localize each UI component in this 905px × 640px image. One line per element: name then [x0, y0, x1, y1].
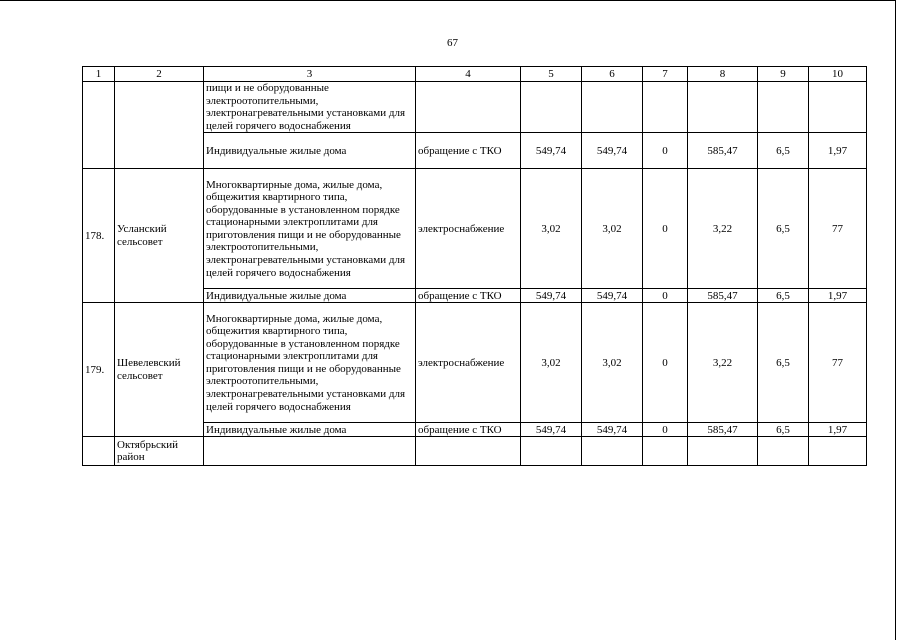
header-cell: 4: [416, 67, 521, 82]
value-cell: [582, 82, 643, 133]
value-cell: 585,47: [688, 289, 758, 303]
description-cell: Индивидуальные жилые дома: [204, 133, 416, 169]
description-cell: Многоквартирные дома, жилые дома, общежития квартирного типа, оборудованные в установленном порядке стационарными электроплитами для приготовления пищи и не оборудованные электроотопительными, электронагревательными установками для целей горячего водоснабжения: [204, 303, 416, 423]
description-cell: Многоквартирные дома, жилые дома, общежития квартирного типа, оборудованные в установленном порядке стационарными электроплитами для приготовления пищи и не оборудованные электроотопительными, электронагревательными установками для целей горячего водоснабжения: [204, 169, 416, 289]
header-cell: 1: [83, 67, 115, 82]
value-cell: 0: [643, 303, 688, 423]
row-number-cell: [83, 437, 115, 466]
value-cell: 77: [809, 303, 867, 423]
value-cell: [582, 437, 643, 466]
value-cell: 0: [643, 289, 688, 303]
page-top-border: [0, 0, 895, 1]
value-cell: [688, 437, 758, 466]
value-cell: 3,22: [688, 169, 758, 289]
value-cell: 3,02: [521, 169, 582, 289]
service-cell: обращение с ТКО: [416, 423, 521, 437]
value-cell: 549,74: [582, 133, 643, 169]
header-cell: 7: [643, 67, 688, 82]
value-cell: 1,97: [809, 289, 867, 303]
service-cell: [416, 82, 521, 133]
value-cell: [521, 437, 582, 466]
value-cell: [758, 437, 809, 466]
value-cell: [688, 82, 758, 133]
value-cell: 6,5: [758, 169, 809, 289]
value-cell: 6,5: [758, 133, 809, 169]
table-row: [83, 169, 867, 289]
page-number: 67: [447, 37, 458, 49]
value-cell: 3,22: [688, 303, 758, 423]
description-cell: Индивидуальные жилые дома: [204, 289, 416, 303]
row-number-cell: 179.: [83, 303, 115, 437]
header-cell: 5: [521, 67, 582, 82]
value-cell: 3,02: [521, 303, 582, 423]
value-cell: 0: [643, 133, 688, 169]
settlement-name-cell: [115, 82, 204, 169]
description-cell: пищи и не оборудованные электроотопительными, электронагревательными установками для целей горячего водоснабжения: [204, 82, 416, 133]
header-row: [83, 67, 867, 82]
value-cell: 549,74: [521, 423, 582, 437]
value-cell: 1,97: [809, 133, 867, 169]
table-row: [83, 303, 867, 423]
description-cell: [204, 437, 416, 466]
service-cell: электроснабжение: [416, 303, 521, 423]
value-cell: 3,02: [582, 169, 643, 289]
value-cell: 549,74: [582, 423, 643, 437]
value-cell: 0: [643, 423, 688, 437]
header-cell: 10: [809, 67, 867, 82]
service-cell: обращение с ТКО: [416, 289, 521, 303]
row-number-cell: 178.: [83, 169, 115, 303]
value-cell: [809, 82, 867, 133]
description-cell: Индивидуальные жилые дома: [204, 423, 416, 437]
tariff-table: [82, 66, 867, 466]
value-cell: 6,5: [758, 423, 809, 437]
value-cell: [643, 437, 688, 466]
value-cell: 1,97: [809, 423, 867, 437]
row-number-cell: [83, 82, 115, 169]
header-cell: 6: [582, 67, 643, 82]
value-cell: 6,5: [758, 303, 809, 423]
value-cell: 77: [809, 169, 867, 289]
district-name-cell: Октябрьский район: [115, 437, 204, 466]
value-cell: 549,74: [521, 133, 582, 169]
value-cell: 0: [643, 169, 688, 289]
header-cell: 3: [204, 67, 416, 82]
service-cell: обращение с ТКО: [416, 133, 521, 169]
service-cell: электроснабжение: [416, 169, 521, 289]
value-cell: 3,02: [582, 303, 643, 423]
service-cell: [416, 437, 521, 466]
value-cell: 549,74: [582, 289, 643, 303]
value-cell: [758, 82, 809, 133]
value-cell: [809, 437, 867, 466]
value-cell: 549,74: [521, 289, 582, 303]
page-right-border: [895, 0, 896, 640]
value-cell: 585,47: [688, 423, 758, 437]
header-cell: 9: [758, 67, 809, 82]
header-cell: 8: [688, 67, 758, 82]
value-cell: [643, 82, 688, 133]
table-row: [83, 82, 867, 133]
value-cell: 585,47: [688, 133, 758, 169]
table-row: [83, 437, 867, 466]
settlement-name-cell: Шевелевский сельсовет: [115, 303, 204, 437]
header-cell: 2: [115, 67, 204, 82]
value-cell: [521, 82, 582, 133]
value-cell: 6,5: [758, 289, 809, 303]
settlement-name-cell: Усланский сельсовет: [115, 169, 204, 303]
